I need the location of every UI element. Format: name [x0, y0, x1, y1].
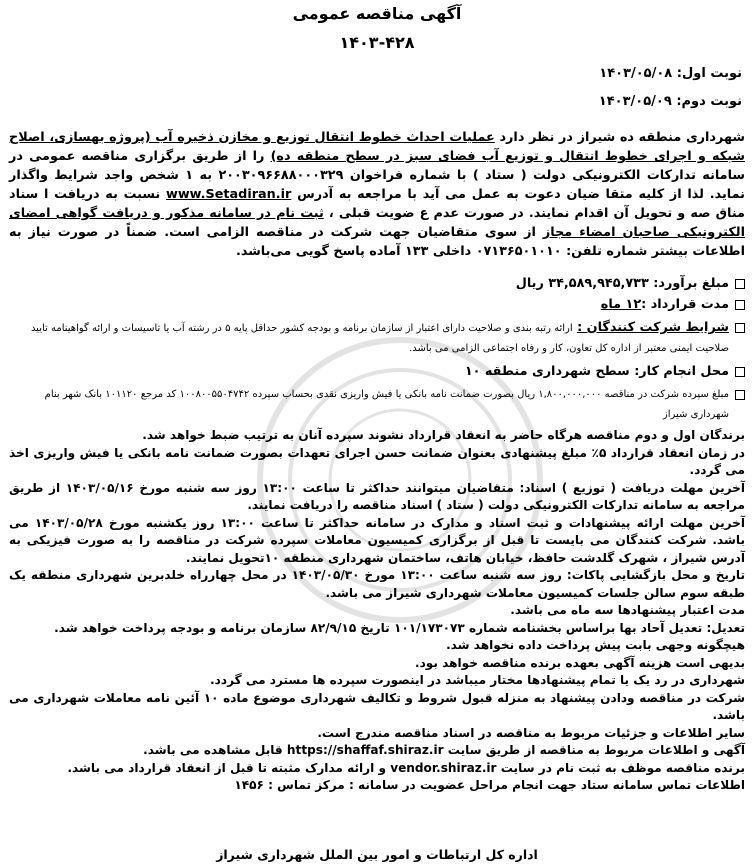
paragraph-line: اطلاعات تماس سامانه ستاد جهت انجام مراحل عضویت در سامانه : مرکز تماس : ۱۴۵۶ — [234, 778, 745, 792]
location-text: محل انجام کار: سطح شهرداری منطقه ۱۰ — [464, 364, 729, 379]
first-round — [599, 66, 742, 81]
paragraph-line: سایر اطلاعات و جزئیات مربوط به مناقصه در اسناد مناقصه مندرج است. — [317, 725, 745, 740]
checkbox-icon — [735, 367, 745, 377]
conditions-paragraphs — [9, 427, 745, 795]
conditions-text: ارائه رتبه بندی و صلاحیت دارای اعتبار از سازمان برنامه و بودجه کشور حداقل پایه ۵ در رشته آب یا تاسیسات و ارائه گواهینامه تایید صلاحیت ایمنی معتبر از اداره کل تعاون، کار و رفاه اجتماعی الزامی می باشد. — [30, 323, 729, 354]
paragraph-line: تاریخ و محل بازگشایی پاکات: روز سه شنبه ساعت ۱۳:۰۰ مورخ ۱۴۰۳/۰۵/۳۰ در محل چهارراه خلدبرین شهرداری منطقه یک طبقه سوم سالن جلسات کمیسیون معاملات شهرداری شیراز می باشد. — [9, 568, 746, 600]
estimate-item — [9, 276, 745, 291]
paragraph-line: برنده مناقصه موظف به ثبت نام در سایت vendor.shiraz.ir و ارائه مدارک مثبته تا قبل از انعقاد قرارداد می باشد. — [67, 760, 745, 775]
paragraph-line: شرکت در مناقصه ودادن پیشنهاد به منزله قبول شروط و تکالیف شهرداری موضوع ماده ۱۰ آئین نامه معاملات شهرداری می باشد. — [9, 690, 745, 722]
estimate-text: مبلغ برآورد: ۳۴,۵۸۹,۹۴۵,۷۳۳ ریال — [515, 276, 729, 291]
paragraph-line: شهرداری در رد یک یا تمام پیشنهادها مختار میباشد در اینصورت سپرده ها مسترد می گردد. — [210, 673, 745, 687]
notice-number: ۱۴۰۳-۴۲۸ — [339, 33, 415, 52]
duration-value: ۱۲ ماه — [600, 297, 642, 312]
paragraph-line: آخرین مهلت دریافت ( توزیع ) اسناد: متقاضیان میتوانند حداکثر تا ساعت ۱۳:۰۰ روز سه شنبه مورخ ۱۴۰۳/۰۵/۱۶ از طریق مراجعه به سامانه تدارکات الکترونیکی دولت ( ستاد ) اسناد مناقصه را دریافت نمایند. — [9, 480, 745, 512]
duration-item — [9, 297, 745, 312]
checkbox-icon — [735, 279, 745, 289]
registration-requirement: ثبت نام در سامانه مذکور و دریافت گواهی امضای الکترونیکی صاحبان امضاء مجاز — [9, 206, 745, 240]
conditions-block — [9, 318, 729, 358]
intro-part3: نسبت به دریافت ا سناد مناق صه و تحویل آن اقدام نمایند. در صورت عدم ع ضویت قبلی ، — [9, 187, 745, 221]
second-round — [599, 94, 742, 109]
conditions-item — [9, 318, 745, 358]
paragraph-line: در زمان انعقاد قرارداد ۵٪ مبلغ پیشنهادی بعنوان ضمانت حسن اجرای تعهدات بصورت ضمانت نامه بانکی یا فیش واریزی اخذ می گردد. — [9, 445, 745, 477]
paragraph-line: هیچگونه وجهی بابت پیش پرداخت داده نخواهد شد. — [446, 638, 745, 652]
deposit-item — [9, 385, 745, 425]
second-round-label: نوبت دوم: — [676, 94, 742, 109]
paragraph-line: آگهی و اطلاعات مربوط به مناقصه از طریق سایت https://shaffaf.shiraz.ir قابل مشاهده می باشد. — [143, 743, 745, 757]
project-title: عملیات احداث خطوط انتقال توزیع و مخازن ذخیره آب (پروژه بهسازی، اصلاح شبکه و اجرای خطوط انتقال و توزیع آب فضای سبز در سطح منطقه ده) — [9, 130, 745, 164]
duration-label: مدت قرارداد : — [641, 297, 729, 312]
intro-part4: از سوی متقاضیان جهت شرکت در مناقصه الزامی است. ضمناً در صورت نیاز به اطلاعات بیشتر شماره تلفن: ۰۷۱۳۶۵۰۱۰۱۰ داخلی ۱۳۳ آماده پاسخ گویی می‌باشد. — [9, 225, 745, 259]
paragraph-line: تعدیل: تعدیل آحاد بها براساس بخشنامه شماره ۱۰۱/۱۷۳۰۷۳ تاریخ ۸۲/۹/۱۵ سازمان برنامه و بودجه پرداخت خواهد شد. — [54, 620, 745, 635]
checkbox-icon — [735, 390, 745, 400]
second-round-date: ۱۴۰۳/۰۵/۰۹ — [598, 94, 672, 109]
footer-office: اداره کل ارتباطات و امور بین الملل شهرداری شیراز — [216, 847, 538, 862]
conditions-label: شرایط شرکت کنندگان : — [577, 320, 729, 335]
first-round-label: نوبت اول: — [676, 66, 742, 81]
paragraph-line: برندگان اول و دوم مناقصه هرگاه حاضر به انعقاد قرارداد نشوند سپرده آنان به ترتیب ضبط خواهد شد. — [142, 428, 745, 442]
checkbox-icon — [735, 300, 745, 310]
intro-paragraph — [9, 128, 745, 261]
intro-part1: شهرداری منطقه ده شیراز در نظر دارد — [494, 130, 745, 145]
paragraph-line: مدت اعتبار پیشنهادها سه ماه می باشد. — [510, 603, 745, 617]
notice-title: آگهی مناقصه عمومی — [292, 4, 462, 23]
intro-part2: را از طریق برگزاری مناقصه عمومی در سامانه تدارکات الکترونیکی دولت ( ستاد ) با شماره فراخوان ۲۰۰۳۰۹۶۶۸۸۰۰۰۳۲۹ به ۱ شخص واجد شرایط واگذار نماید. لذا از کلیه متقا ضیان دعوت به عمل می آید با مراجعه به آدرس — [9, 149, 745, 202]
location-item — [9, 364, 745, 379]
setad-website-link[interactable]: www.Setadiran.ir — [166, 187, 292, 202]
first-round-date: ۱۴۰۳/۰۵/۰۸ — [599, 66, 673, 81]
paragraph-line: آخرین مهلت ارائه پیشنهادات و ثبت اسناد و مدارک در سامانه حداکثر تا ساعت ۱۳:۰۰ روز یکشنبه مورخ ۱۴۰۳/۰۵/۲۸ می باشد. شرکت کنندگان می بایست تا قبل از برگزاری کمیسیون معاملات سپرده شرکت در مناقصه را به صورت فیزیکی به آدرس شیراز ، شهرک گلدشت حافظ، خیابان هاتف، ساختمان شهرداری منطقه ۱۰تحویل نمایند. — [9, 515, 745, 565]
checkbox-icon — [735, 323, 745, 333]
paragraph-line: بدیهی است هزینه آگهی بعهده برنده مناقصه خواهد بود. — [414, 655, 745, 670]
deposit-text: مبلغ سپرده شرکت در مناقصه ۱,۸۰۰,۰۰۰,۰۰۰ ریال بصورت ضمانت نامه بانکی یا فیش واریزی نقدی بحساب سپرده ۱۰۰۸۰۰۵۵۰۴۷۴۲ کد مرجع ۱۰۱۱۲۰ بانک شهر بنام شهرداری شیراز — [44, 389, 729, 420]
